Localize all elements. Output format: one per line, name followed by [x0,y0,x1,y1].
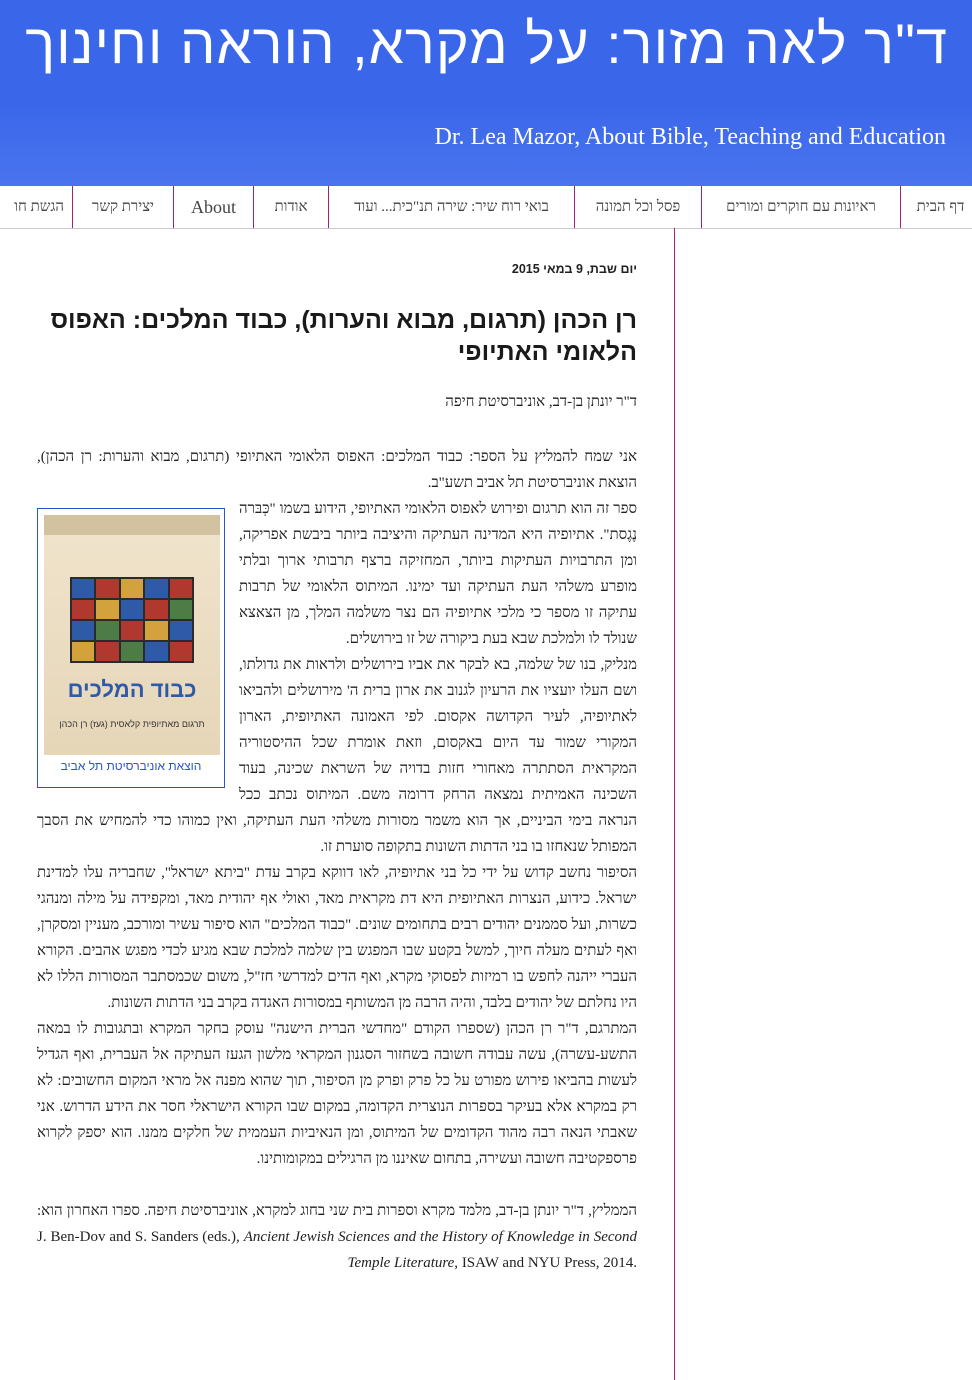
paragraph-2: מנליק, בנו של שלמה, בא לבקר את אביו בירושלים ולראות את גדולתו, ושם העלו יועציו את הרעיון לגנוב את ארון ברית ה' מירושלים ולהביאו לאתיופיה, לעיר הקדושה אקסום. לפי האמונה האתיופית, הארון המקורי שמור עד היום באקסום, וזאת אומרת שכל ההיסטוריה המקראית הסתתרה מאחורי חזות בדויה של השראת שכינה, בעוד השכינה האמיתית נמצאה הרחק דרומה משם. המיתוס נכתב ככל הנראה בימי הביניים, אך הוא משמר מסורות משלהי העת העתיקה, ואין כמוהו כדי להמחיש את הסבך המפותל שנאחזו בו בני הדתות השונות בתקופה סוערת זו. [37,657,637,855]
recommender-paragraph [37,1198,637,1276]
nav-tab-submit[interactable]: הגשת חו [0,186,72,228]
intro-paragraph: אני שמח להמליץ על הספר: כבוד המלכים: האפוס הלאומי האתיופי (תרגום, מבוא והערות: רן הכהן), הוצאת אוניברסיטת תל אביב תשע"ב. [37,449,637,491]
citation-publisher: ISAW and NYU Press, 2014. [461,1255,637,1271]
figure-caption: הוצאת אוניברסיטת תל אביב [60,759,202,773]
main-content-column [0,228,675,1380]
cover-art-icon [70,577,194,663]
post-title[interactable]: רן הכהן (תרגום, מבוא והערות), כבוד המלכים: האפוס הלאומי האתיופי [50,306,637,366]
nav-tab-poetry[interactable]: בואי רוח שיר: שירה תנ"כית... ועוד [328,186,574,228]
nav-list [0,186,972,228]
citation-title: Ancient Jewish Sciences and the History of Knowledge in Second Temple Literature, [243,1229,638,1271]
site-title[interactable]: ד"ר לאה מזור: על מקרא, הוראה וחינוך [25,12,948,75]
post-body [37,444,637,1276]
paragraph-4: המתרגם, ד"ר רן הכהן (שספרו הקודם "מחדשי הברית הישנה" עוסק בחקר המקרא ובתגובות לו במאה התשע-עשרה), עשה עבודה חשובה בשחזור הסגנון המקראי מלשון הגעז העתיקה אל העברית, ואף הגדיל לעשות בהביאו פירוש מפורט על כל פרק ופרק מן הסיפור, תוך שהוא מפנה אל מראי המקום החשובים: לא רק במקרא אלא בעיקר בספרות הנוצרית הקדומה, במקום שבו הקורא הישראלי חסר את הידע הדרוש. אני שאבתי הנאה רבה מהוד הקדומים של המיתוס, ומן הנאיביות העממית של חלקים ממנו. הוא יספק לקרוא פרספקטיבה חשובה ועשירה, בתחום שאיננו מן הרגילים במקומותינו. [37,1021,637,1167]
nav-tab-home[interactable]: דף הבית [900,186,972,228]
site-subtitle: Dr. Lea Mazor, About Bible, Teaching and Education [434,124,946,150]
paragraph-1: ספר זה הוא תרגום ופירוש לאפוס הלאומי האתיופי, הידוע בשמו "כְּבּרה נֶגֶסת". אתיופיה היא המדינה העתיקה והיציבה ביותר ביבשת אפריקה, ומן התרבויות העתיקות ביותר, המחזיקה ברצף תרבותי ארוך ובלתי מופרע משלהי העת העתיקה ועד ימינו. המיתוס הלאומי של תרבות עתיקה זו מספר כי מלכי אתיופיה הם נצר משלמה המלך, מן הצאצא שנולד לו ולמלכת שבא בעת ביקורה של זו בירושלים. [239,501,637,647]
paragraph-3: הסיפור נחשב קדוש על ידי כל בני אתיופיה, לאו דווקא בקרב עדת "ביתא ישראל", שחבריה עלו למדינת ישראל. כידוע, הנצרות האתיופית היא דת מקראית מאד, ואולי אף יהודית מאד, ומקפידה על מילה ומנהגי כשרות, ועל סממנים יהודים רבים בתחומים שונים. "כבוד המלכים" הוא סיפור עשיר ומורכב, מעניין ומסקרן, ואף לעתים מעלה חיוך, למשל בקטע שבו המפגש בין שלמה למלכת שבא מגיע לכדי מפגש אהבים. הקורא העברי ייהנה לחפש בו רמיזות לפסוקי מקרא, ואף הדים למדרשי חז"ל, משום שכמסתבר המסורות הללו לא היו נחלתם של יהודים בלבד, והיה הרבה מן המשותף במסורות האגדה בקרב בני הדתות השונות. [37,865,637,1011]
book-cover-image [44,515,220,755]
book-cover-subtitle: תרגום מאתיופית קלאסית (געז) רן הכהן [59,719,205,729]
book-cover-figure[interactable] [37,508,225,788]
page-tabs-nav [0,186,972,229]
book-cover-title: כבוד המלכים [67,677,197,702]
recommended-book-citation [37,1229,637,1271]
citation-editors: J. Ben-Dov and S. Sanders (eds.), [37,1229,240,1245]
nav-tab-about-he[interactable]: אודות [253,186,328,228]
blog-header [0,0,972,186]
nav-tab-about-en[interactable]: About [173,186,253,228]
nav-tab-sculpture[interactable]: פסל וכל תמונה [574,186,701,228]
recommender-text: הממליץ, ד"ר יונתן בן-דב, מלמד מקרא וספרות בית שני בחוג למקרא, אוניברסיטת חיפה. ספרו האחרון הוא: [37,1203,637,1219]
post-date: יום שבת, 9 במאי 2015 [511,262,637,276]
post-author: ד"ר יונתן בן-דב, אוניברסיטת חיפה [445,394,637,410]
nav-tab-interviews[interactable]: ראיונות עם חוקרים ומורים [701,186,900,228]
nav-tab-contact[interactable]: יצירת קשר [72,186,173,228]
